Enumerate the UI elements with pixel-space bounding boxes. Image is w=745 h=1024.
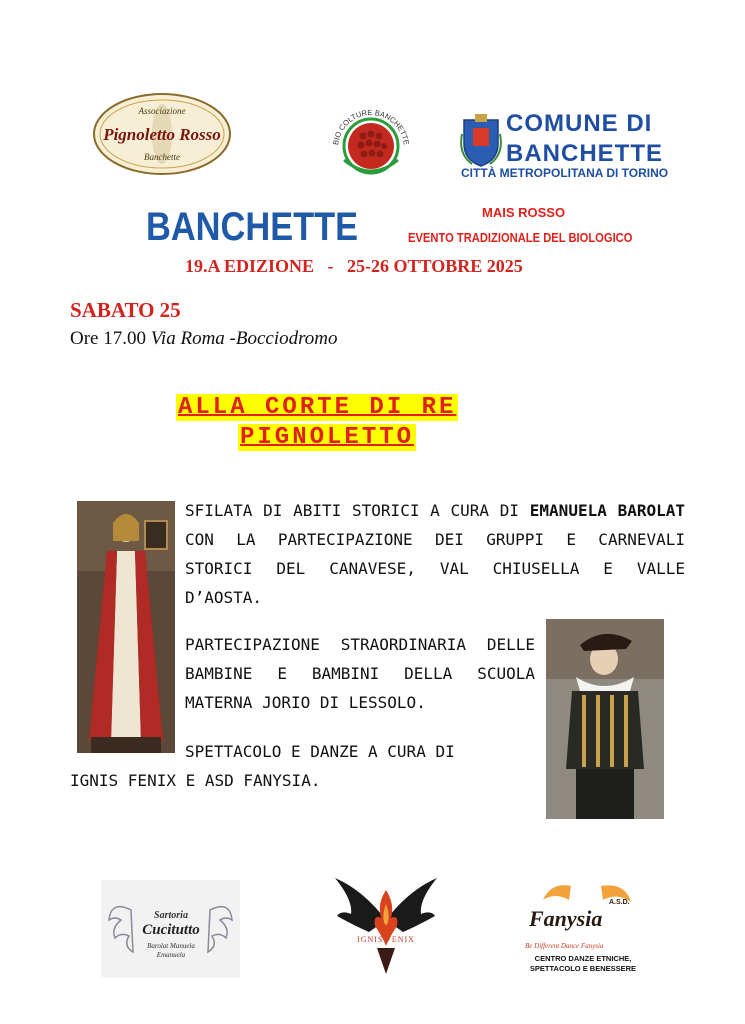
fanysia-tagline: Be Different Dance Fanysia [525, 942, 604, 950]
sartoria-line4: Emanuela [156, 951, 186, 959]
comune-title-line1: COMUNE DI [506, 110, 653, 137]
logo-line1: Associazione [138, 106, 186, 116]
schedule-day: SABATO 25 [70, 298, 181, 322]
fanysia-logo [521, 878, 646, 978]
comune-crest-icon [460, 114, 502, 168]
comune-subtitle: CITTÀ METROPOLITANA DI TORINO [461, 166, 669, 180]
logo-line2: Pignoletto Rosso [103, 125, 221, 144]
paragraph-sfilata-suffix: CON LA PARTECIPAZIONE DEI GRUPPI E CARNEVALI STORICI DEL CANAVESE, VAL CHIUSELLA E VALLE D’AOSTA. [185, 530, 685, 607]
event-subtitle-line1: MAIS ROSSO [482, 205, 566, 220]
paragraph-spettacolo-line1: SPETTACOLO E DANZE A CURA DI [185, 742, 455, 761]
fanysia-desc-line1: CENTRO DANZE ETNICHE, [534, 954, 632, 963]
event-title-line1: ALLA CORTE DI RE [178, 394, 457, 421]
sartoria-line1: Sartoria [154, 910, 188, 921]
historical-costume-photo-man [546, 619, 664, 819]
schedule-location: Via Roma -Bocciodromo [150, 328, 338, 349]
fanysia-suffix: A.S.D. [609, 899, 630, 906]
paragraph-sfilata-prefix: SFILATA DI ABITI STORICI A CURA DI [185, 501, 530, 520]
ignis-text: IGNIS FENIX [357, 935, 415, 944]
fanysia-name: Fanysia [529, 906, 603, 931]
sartoria-line2: Cucitutto [142, 922, 200, 938]
paragraph-partecipazione: PARTECIPAZIONE STRAORDINARIA DELLE BAMBINE E BAMBINI DELLA SCUOLA MATERNA JORIO DI LESSOLO. [185, 635, 535, 712]
event-place: BANCHETTE [146, 205, 359, 249]
event-title-line2: PIGNOLETTO [240, 424, 415, 451]
ignis-fenix-logo [333, 870, 439, 980]
schedule-time: Ore 17.00 [70, 328, 146, 349]
fanysia-desc-line2: SPETTACOLO E BENESSERE [529, 964, 637, 973]
paragraph-sfilata [185, 496, 685, 612]
event-subtitle-line2: EVENTO TRADIZIONALE DEL BIOLOGICO [408, 230, 633, 245]
comune-title-line2: BANCHETTE [506, 140, 663, 167]
designer-name: EMANUELA BAROLAT [529, 501, 685, 520]
paragraph-spettacolo-line2: IGNIS FENIX E ASD FANYSIA. [70, 771, 321, 790]
pignoletto-rosso-logo [92, 92, 232, 176]
logo-line3: Banchette [144, 152, 180, 162]
sartoria-line3: Barolat Manuela [147, 942, 195, 950]
sartoria-cucitutto-logo [101, 880, 240, 978]
historical-dress-photo-woman [77, 501, 175, 753]
event-edition: 19.A EDIZIONE - 25-26 OTTOBRE 2025 [185, 256, 523, 276]
bio-colture-logo [326, 96, 416, 182]
bio-logo-text: BIO COLTURE BANCHETTE [331, 107, 411, 146]
schedule-time-location [70, 328, 338, 350]
